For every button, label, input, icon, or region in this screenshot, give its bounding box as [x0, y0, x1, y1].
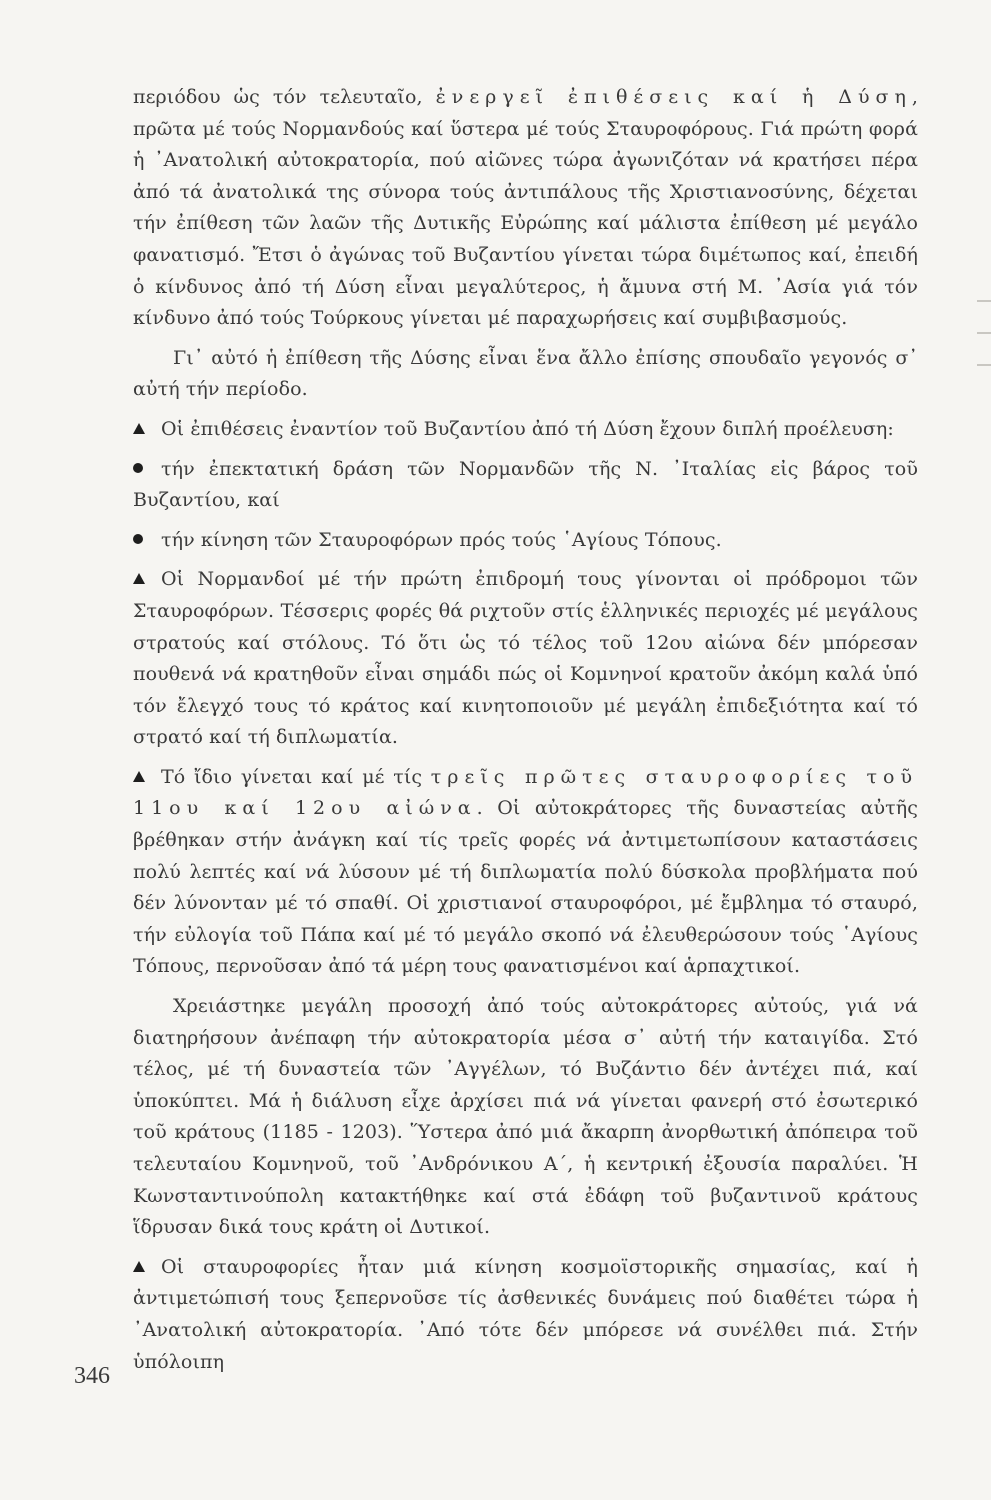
paragraph-text: τήν ἐπεκτατική δράση τῶν Νορμανδῶν τῆς Ν. ᾿Ιταλίας εἰς βάρος τοῦ Βυζαντίου, καί [133, 457, 918, 512]
paragraph-text: Οἱ Νορμανδοί μέ τήν πρώτη ἐπιδρομή τους γίνονται οἱ πρόδρομοι τῶν Σταυροφόρων. Τέσσερις φορές θά ριχτοῦν στίς ἑλληνικές περιοχές μέ μεγάλους στρατούς καί στόλους. Τό ὅτι ὡς τό τέλος τοῦ 12ου αἰώνα δέν μπόρεσαν πουθενά νά κρατηθοῦν εἶναι σημάδι πώς οἱ Κομνηνοί κρατοῦν ἀκόμη καλά ὑπό τόν ἔλεγχό τους τό κράτος καί κινητοποιοῦν μέ μεγάλη ἐπιδεξιότητα καί τό στρατό καί τή διπλωματία. [133, 568, 918, 749]
paragraph-3 [133, 414, 918, 446]
bullet-item-2 [133, 525, 918, 557]
paragraph-9 [133, 1252, 918, 1378]
paragraph-text: περιόδου ὡς τόν τελευταῖο, [133, 86, 436, 108]
bullet-dot-icon [133, 534, 143, 544]
spaced-emphasis-text: ἐνεργεῖ ἐπιθέσεις καί ἡ Δύση [435, 86, 912, 108]
bullet-dot-icon [133, 463, 143, 473]
paragraph-text: Οἱ σταυροφορίες ἦταν μιά κίνηση κοσμοϊστορικῆς σημασίας, καί ἡ ἀντιμετώπισή τους ξεπερνοῦσε τίς ἀσθενικές δυνάμεις πού διαθέτει τώρα ἡ ᾿Ανατολική αὐτοκρατορία. ᾿Από τότε δέν μπόρεσε νά συνέλθει πιά. Στήν ὑπόλοιπη [133, 1255, 918, 1373]
paragraph-text: . Οἱ αὐτοκράτορες τῆς δυναστείας αὐτῆς βρέθηκαν στήν ἀνάγκη καί τίς τρεῖς φορές νά ἀντιμετωπίσουν καταστάσεις πολύ λεπτές καί νά λύσουν μέ τή διπλωματία πολύ δύσκολα προβλήματα πού δέν λύνονταν μέ τό σπαθί. Οἱ χριστιανοί σταυροφόροι, μέ ἔμβλημα τό σταυρό, τήν εὐλογία τοῦ Πάπα καί μέ τό μεγάλο σκοπό νά ἐλευθερώσουν τούς ῾Αγίους Τόπους, περνοῦσαν ἀπό τά μέρη τους φανατισμένοι καί ἁρπαχτικοί. [133, 797, 918, 978]
page-number: 346 [74, 1363, 110, 1389]
paragraph-text: τήν κίνηση τῶν Σταυροφόρων πρός τούς ῾Αγίους Τόπους. [161, 528, 722, 551]
triangle-marker-icon [133, 771, 145, 782]
triangle-marker-icon [133, 423, 145, 434]
paragraph-7 [133, 762, 918, 983]
spaced-emphasis-text: τρεῖς πρῶτες σταυροφορίες τοῦ 11ου καί 12ου αἰώνα [133, 765, 919, 820]
triangle-marker-icon [133, 573, 145, 584]
paragraph-text: Οἱ ἐπιθέσεις ἐναντίον τοῦ Βυζαντίου ἀπό τή Δύση ἔχουν διπλή προέλευση: [161, 417, 894, 440]
triangle-marker-icon [133, 1261, 145, 1272]
paragraph-8 [133, 991, 918, 1244]
paragraph-2 [133, 343, 918, 406]
page-edge-shadow [977, 300, 991, 430]
body-text [133, 82, 918, 1378]
paragraph-text: Τό ἴδιο γίνεται καί μέ τίς [161, 765, 431, 788]
paragraph-text: Χρειάστηκε μεγάλη προσοχή ἀπό τούς αὐτοκράτορες αὐτούς, γιά νά διατηρήσουν ἀνέπαφη τήν αὐτοκρατορία μέσα σ᾿ αὐτή τήν καταιγίδα. Στό τέλος, μέ τή δυναστεία τῶν ᾿Αγγέλων, τό Βυζάντιο δέν ἀντέχει πιά, καί ὑποκύπτει. Μά ἡ διάλυση εἶχε ἀρχίσει πιά νά γίνεται φανερή στό ἐσωτερικό τοῦ κράτους (1185 - 1203). Ὕστερα ἀπό μιά ἄκαρπη ἀνορθωτική ἀπόπειρα τοῦ τελευταίου Κομνηνοῦ, τοῦ ᾿Ανδρόνικου Α΄, ἡ κεντρική ἐξουσία παραλύει. Ἡ Κωνσταντινούπολη κατακτήθηκε καί στά ἐδάφη τοῦ βυζαντινοῦ κράτους ἵδρυσαν δικά τους κράτη οἱ Δυτικοί. [133, 995, 918, 1239]
paragraph-text: , πρῶτα μέ τούς Νορμανδούς καί ὕστερα μέ τούς Σταυροφόρους. Γιά πρώτη φορά ἡ ᾿Ανατολική αὐτοκρατορία, πού αἰῶνες τώρα ἀγωνιζόταν νά κρατήσει πέρα ἀπό τά ἀνατολικά της σύνορα τούς ἀντιπάλους τῆς Χριστιανοσύνης, δέχεται τήν ἐπίθεση τῶν λαῶν τῆς Δυτικῆς Εὐρώπης καί μάλιστα ἐπίθεση μέ μεγάλο φανατισμό. Ἔτσι ὁ ἀγώνας τοῦ Βυζαντίου γίνεται τώρα διμέτωπος καί, ἐπειδή ὁ κίνδυνος ἀπό τή Δύση εἶναι μεγαλύτερος, ἡ ἄμυνα στή Μ. ᾿Ασία γιά τόν κίνδυνο ἀπό τούς Τούρκους γίνεται μέ παραχωρήσεις καί συμβιβασμούς. [133, 86, 918, 330]
paragraph-1 [133, 82, 918, 335]
paragraph-6 [133, 564, 918, 754]
bullet-item-1 [133, 454, 918, 517]
paragraph-text: Γι᾿ αὐτό ἡ ἐπίθεση τῆς Δύσης εἶναι ἕνα ἄλλο ἐπίσης σπουδαῖο γεγονός σ᾿ αὐτή τήν περίοδο. [133, 346, 918, 401]
